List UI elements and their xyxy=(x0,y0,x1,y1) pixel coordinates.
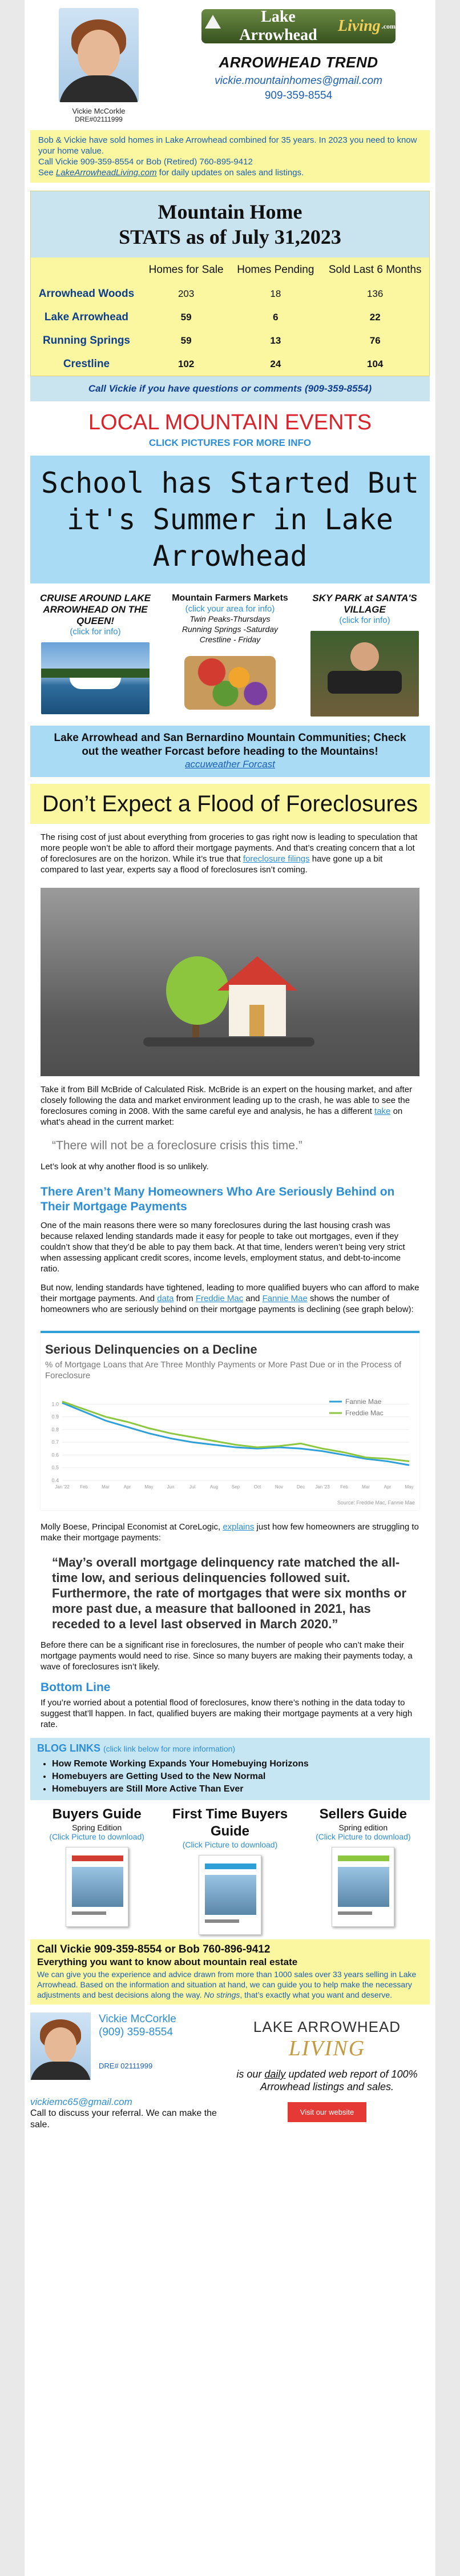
sky-park-info-link[interactable]: (click for info) xyxy=(339,615,390,625)
agent-name: Vickie McCorkle xyxy=(72,107,126,115)
stats-header-row: Homes for Sale Homes Pending Sold Last 6 Months xyxy=(148,264,422,276)
footer-email[interactable]: vickiemc65@gmail.com xyxy=(30,2096,132,2107)
sky-park-picture[interactable] xyxy=(310,631,419,717)
daily-report-text: is our daily updated web report of 100% Arrowhead listings and sales. xyxy=(236,2068,418,2092)
x-tick-label: Jan '22 xyxy=(55,1484,70,1490)
y-tick-label: 0.9 xyxy=(51,1414,59,1420)
sellers-guide-cover[interactable] xyxy=(332,1847,394,1927)
footer-brand-living: LIVING xyxy=(288,2036,366,2060)
market-info-link[interactable]: (click your area for info) xyxy=(185,604,275,614)
x-tick-label: Apr xyxy=(384,1484,392,1490)
chart-title: Serious Delinquencies on a Decline xyxy=(45,1342,257,1357)
corelogic-quote: “May’s overall mortgage delinquency rate matched the all-time low, and serious delinquencies followed suit. Furthermore, the rate of mortgages that were six months or more past due, a measure that ballooned in 2021, has receded to a level last observed in March 2020.” xyxy=(52,1555,407,1631)
school-banner: School has Started But it's Summer in Lake Arrowhead xyxy=(30,456,430,583)
blog-links: BLOG LINKS (click link below for more information) • How Remote Working Expands Your Homebuying Horizons • Homebuyers are Getting Used to the New Normal • Homebuyers are Still More Active Than Ever xyxy=(30,1738,430,1800)
header-email[interactable]: vickie.mountainhomes@gmail.com xyxy=(215,75,382,87)
lake-arrowhead-living-logo[interactable]: Lake Arrowhead Living .com xyxy=(201,9,396,43)
event-farmers-market: Mountain Farmers Markets (click your area for info) Twin Peaks-Thursdays Running Springs -Saturday Crestline - Friday xyxy=(165,593,295,717)
trend-block xyxy=(167,8,430,123)
cruise-info-link[interactable]: (click for info) xyxy=(70,627,121,637)
first-time-buyers-guide: First Time Buyers Guide (Click Picture to download) xyxy=(163,1806,296,1935)
stats-title: Mountain Home STATS as of July 31,2023 xyxy=(31,191,429,257)
section-heading: There Aren’t Many Homeowners Who Are Seriously Behind on Their Mortgage Payments xyxy=(41,1185,395,1213)
house-tree-picture xyxy=(41,888,419,1076)
pull-quote: “There will not be a foreclosure crisis this time.” xyxy=(52,1139,302,1152)
blog-link[interactable]: • Homebuyers are Still More Active Than Ever xyxy=(52,1783,423,1796)
contact-box: Call Vickie 909-359-8554 or Bob 760-896-9412 Everything you want to know about mountain real estate We can give you the experience and advice drawn from more than 1000 sales over 33 years selling in Lake Arrowhead. Based on the information and situation at hand, we can guide you to help make the necessary adjustments and best decisions along the way. No strings, that’s exactly what you want and deserve. xyxy=(30,1939,430,2005)
footer-agent-photo xyxy=(30,2012,91,2080)
bottom-line-heading: Bottom Line xyxy=(41,1681,111,1694)
take-link[interactable]: take xyxy=(374,1106,391,1116)
chart-source: Source: Freddie Mac, Fannie Mae xyxy=(337,1500,415,1506)
y-tick-label: 0.6 xyxy=(51,1452,59,1458)
mountain-icon xyxy=(205,15,221,29)
x-tick-label: Feb xyxy=(340,1484,348,1490)
lakearrowheadliving-link[interactable]: LakeArrowheadLiving.com xyxy=(55,168,157,178)
explains-link[interactable]: explains xyxy=(223,1522,255,1532)
footer-brand: LAKE ARROWHEAD xyxy=(253,2018,401,2035)
x-tick-label: Apr xyxy=(123,1484,131,1490)
footer-phone[interactable]: (909) 359-8554 xyxy=(99,2026,173,2038)
chart-plot xyxy=(45,1386,415,1500)
x-tick-label: Nov xyxy=(275,1484,284,1490)
x-tick-label: Mar xyxy=(362,1484,370,1490)
table-row: Arrowhead Woods 203 18 136 xyxy=(38,288,384,300)
x-tick-label: Jun xyxy=(167,1484,175,1490)
table-row: Crestline 102 24 104 xyxy=(63,358,384,370)
x-tick-label: May xyxy=(405,1484,414,1490)
agent-block xyxy=(30,8,167,123)
events-title: LOCAL MOUNTAIN EVENTS xyxy=(88,410,372,434)
table-row: Lake Arrowhead 59 6 22 xyxy=(44,311,381,323)
agent-photo xyxy=(59,8,139,102)
footer-dre: DRE# 02111999 xyxy=(99,2062,153,2070)
x-tick-label: Dec xyxy=(296,1484,305,1490)
x-tick-label: Jul xyxy=(189,1484,196,1490)
accuweather-link[interactable]: accuweather Forcast xyxy=(185,759,275,770)
legend-entry: Fannie Mae xyxy=(345,1398,382,1406)
data-link[interactable]: data xyxy=(157,1294,174,1303)
event-sky-park: SKY PARK at SANTA'S VILLAGE (click for info) xyxy=(300,593,430,717)
footer xyxy=(30,2012,430,2093)
guides xyxy=(30,1806,430,1935)
sellers-guide: Sellers Guide Spring edition (Click Picture to download) xyxy=(297,1806,430,1935)
intro-box: Bob & Vickie have sold homes in Lake Arrowhead combined for 35 years. In 2023 you need to know your home value. Call Vickie 909-359-8554 or Bob (Retired) 760-895-9412 See LakeArrowheadLiving.com for daily updates on sales and listings. xyxy=(30,130,430,183)
article-title: Don’t Expect a Flood of Foreclosures xyxy=(30,784,430,824)
freddie-mac-link[interactable]: Freddie Mac xyxy=(195,1294,244,1303)
legend-entry: Freddie Mac xyxy=(345,1409,384,1417)
fannie-mae-link[interactable]: Fannie Mae xyxy=(262,1294,308,1303)
weather-box: Lake Arrowhead and San Bernardino Mountain Communities; Check out the weather Forcast before heading to the Mountains! accuweather Forcast xyxy=(30,726,430,777)
stats-box xyxy=(30,191,430,376)
market-picture[interactable] xyxy=(176,650,284,713)
cruise-picture[interactable] xyxy=(41,642,150,714)
x-tick-label: Feb xyxy=(80,1484,88,1490)
y-tick-label: 0.5 xyxy=(51,1464,59,1471)
foreclosure-filings-link[interactable]: foreclosure filings xyxy=(243,854,310,864)
call-vickie-bar: Call Vickie if you have questions or comments (909-359-8554) xyxy=(30,376,430,401)
visit-website-button[interactable]: Visit our website xyxy=(288,2102,366,2122)
delinquency-chart xyxy=(41,1331,419,1510)
chart-subtitle: % of Mortgage Loans that Are Three Monthly Payments or More Past Due or in the Process of Foreclosure xyxy=(45,1360,402,1380)
events-subtitle: CLICK PICTURES FOR MORE INFO xyxy=(148,437,312,448)
footer-name: Vickie McCorkle xyxy=(99,2013,176,2025)
y-tick-label: 0.4 xyxy=(51,1478,59,1483)
newsletter xyxy=(25,0,435,2576)
x-tick-label: Aug xyxy=(209,1484,219,1490)
article: The rising cost of just about everything from groceries to gas right now is leading to speculation that more people won’t be able to afford their mortgage payments. And that’s creating concern that a lot of foreclosures are on the horizon. While it’s true that foreclosure filings have gone up a bit compared to last year, experts say a flood of foreclosures isn’t coming. Take it from Bill McBride of Calculated Risk. McBride is an expert on the housing market, and after closely following the data and market environment leading up to the crash, he was able to see the foreclosures coming in 2008. With the same careful eye and analysis, he has a different take on what’s ahead in the current market: “There will not be a foreclosure crisis this time.” Let’s look at why another flood is so unlikely. There Aren’t Many Homeowners Who Are Seriously Behind on Their Mortgage Payments One of the main reasons there were so many foreclosures during the last housing crash was because relaxed lending standards made it easy for people to take out mortgages, even if they couldn’t show that they’d be able to pay them back. At that time, lenders weren’t being very strict when assessing applicant credit scores, income levels, employment status, and debt-to-income ratio. But now, lending standards have tightened, leading to more qualified buyers who can afford to make their mortgage payments. And data from Freddie Mac and Fannie Mae shows the number of homeowners who are seriously behind on their mortgage payments is declining (see graph below): Serious Delinquencies on a Decline % of Mortgage Loans that Are Three Monthly Payments or More Past Due or in the Process of Foreclosure 1.0 0.9 0.8 0.7 0.6 0.5 0.4 Jan '22 Feb Mar Apr May Jun Jul Aug Sep Oct Nov Dec Jan '23 Feb Mar Apr May Fannie Mae Freddie Mac Source: Freddie Mac, Fannie Mae Molly Boese, Principal Economist at CoreLogic, explains just how few homeowners are struggling to make their mortgage payments: “May’s overall mortgage delinquency rate matched the all-time low, and serious delinquencies followed suit. Furthermore, the rate of mortgages that were six months or more past due, a measure that ballooned in 2021, has receded to a level last observed in March 2020.” Before there can be a significant rise in foreclosures, the number of people who can’t make their mortgage payments would need to rise. Since so many buyers are making their payments today, a wave of foreclosures isn’t likely. Bottom Line If you’re worried about a potential flood of foreclosures, know there’s nothing in the data today to suggest that’ll happen. In fact, qualified buyers are making their mortgage payments at a very high rate. xyxy=(41,832,419,1729)
buyers-guide: Buyers Guide Spring Edition (Click Picture to download) xyxy=(30,1806,163,1935)
event-columns xyxy=(30,593,430,717)
y-tick-label: 0.8 xyxy=(51,1426,59,1432)
x-tick-label: Mar xyxy=(102,1484,110,1490)
x-tick-label: Oct xyxy=(253,1484,261,1490)
header xyxy=(25,0,435,127)
blog-link[interactable]: • Homebuyers are Getting Used to the New Normal xyxy=(52,1770,423,1783)
x-tick-label: Jan '23 xyxy=(315,1484,330,1490)
stats-table xyxy=(31,257,429,376)
y-tick-label: 1.0 xyxy=(51,1401,59,1407)
table-row: Running Springs 59 13 76 xyxy=(42,335,381,347)
y-tick-label: 0.7 xyxy=(51,1439,59,1446)
buyers-guide-cover[interactable] xyxy=(66,1847,128,1927)
trend-title: ARROWHEAD TREND xyxy=(219,54,378,71)
header-phone[interactable]: 909-359-8554 xyxy=(264,90,333,102)
x-tick-label: Sep xyxy=(231,1484,240,1490)
first-time-guide-cover[interactable] xyxy=(199,1855,261,1935)
agent-dre: DRE#02111999 xyxy=(75,115,123,123)
x-tick-label: May xyxy=(144,1484,154,1490)
referral-text: Call to discuss your referral. We can make the sale. xyxy=(30,2108,217,2130)
event-cruise: CRUISE AROUND LAKE ARROWHEAD ON THE QUEEN! (click for info) xyxy=(30,593,160,717)
blog-link[interactable]: • How Remote Working Expands Your Homebuying Horizons xyxy=(52,1758,423,1770)
